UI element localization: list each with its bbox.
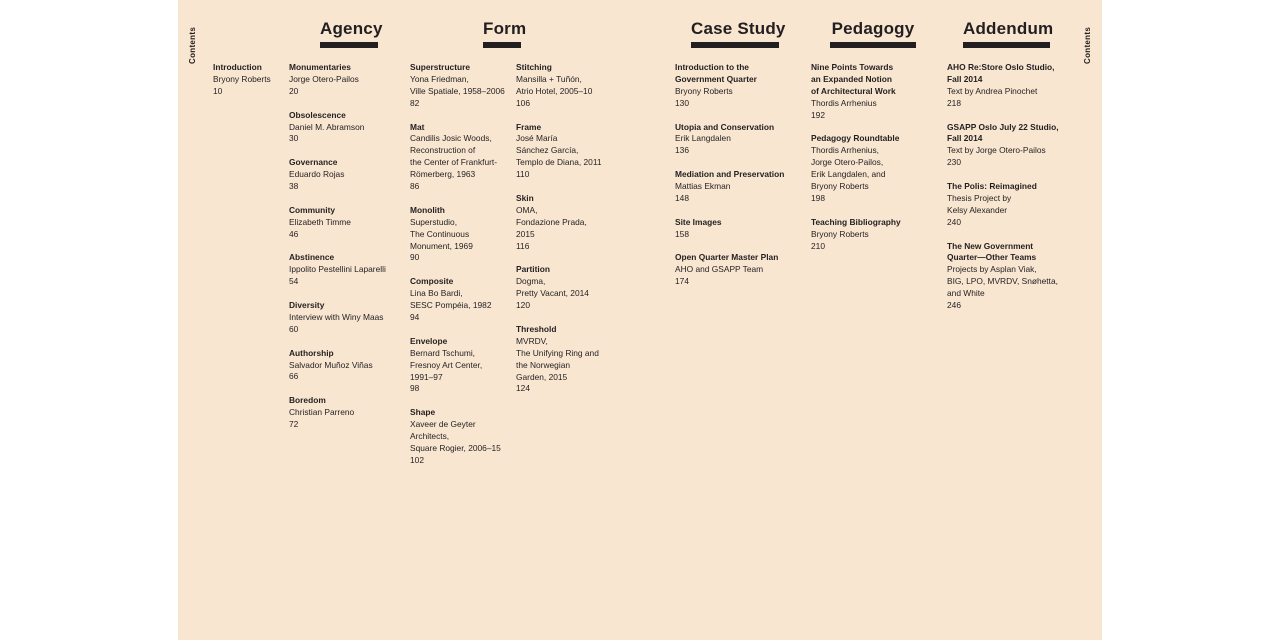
toc-entry [516, 62, 602, 110]
toc-entry-detail: 46 [289, 228, 299, 239]
toc-entry-detail: 124 [516, 383, 530, 394]
toc-entry-detail: Bryony Roberts [811, 181, 869, 192]
toc-entry-detail: Thesis Project by [947, 192, 1012, 203]
toc-entry-detail: Projects by Asplan Viak, [947, 264, 1037, 275]
toc-entry-detail: 10 [213, 85, 223, 96]
column-form-2 [516, 62, 602, 407]
toc-entry-detail: MVRDV, [516, 335, 548, 346]
toc-entry-detail: 148 [675, 192, 689, 203]
toc-entry-title: Fall 2014 [947, 73, 983, 84]
toc-entry [811, 62, 901, 122]
toc-entry-detail: 30 [289, 133, 299, 144]
toc-entry-title: Abstinence [289, 252, 335, 263]
toc-entry-detail: 110 [516, 169, 530, 180]
toc-entry-detail: 90 [410, 252, 420, 263]
toc-entry [289, 300, 386, 336]
toc-entry-title: Monolith [410, 204, 445, 215]
toc-entry-detail: 20 [289, 85, 299, 96]
toc-entry-detail: 106 [516, 97, 530, 108]
toc-entry-detail: 174 [675, 276, 689, 287]
toc-entry-detail: Square Rogier, 2006–15 [410, 442, 501, 453]
heading-pedagogy [830, 18, 916, 48]
toc-entry-detail: 2015 [516, 228, 535, 239]
toc-entry-title: Partition [516, 264, 550, 275]
toc-entry-detail: 102 [410, 454, 424, 465]
column-form-1 [410, 62, 505, 479]
toc-entry-detail: Erik Langdalen, and [811, 169, 886, 180]
toc-entry [675, 122, 784, 158]
toc-entry [289, 110, 386, 146]
toc-entry-title: Skin [516, 192, 534, 203]
toc-entry-title: Frame [516, 121, 542, 132]
heading-case-study-rule [691, 42, 779, 48]
toc-entry-detail: 246 [947, 300, 961, 311]
toc-entry-detail: 198 [811, 192, 825, 203]
toc-entry-detail: the Norwegian [516, 359, 571, 370]
column-pedagogy [811, 62, 901, 264]
heading-form-label: Form [483, 19, 527, 38]
toc-entry-title: Authorship [289, 347, 334, 358]
toc-entry-detail: Dogma, [516, 276, 546, 287]
toc-entry-detail: Ippolito Pestellini Laparelli [289, 264, 386, 275]
toc-entry-detail: Yona Friedman, [410, 73, 469, 84]
toc-entry-detail: 120 [516, 300, 530, 311]
toc-entry-detail: Pretty Vacant, 2014 [516, 288, 589, 299]
toc-entry-title: Site Images [675, 216, 722, 227]
toc-entry-detail: Candilis Josic Woods, [410, 133, 492, 144]
toc-entry-detail: Mattias Ekman [675, 181, 731, 192]
heading-agency-label: Agency [320, 19, 383, 38]
toc-entry-detail: SESC Pompéia, 1982 [410, 300, 492, 311]
toc-entry [410, 276, 505, 324]
toc-entry-title: AHO Re:Store Oslo Studio, [947, 62, 1055, 72]
toc-entry-detail: Römerberg, 1963 [410, 169, 476, 180]
toc-entry [410, 336, 505, 396]
toc-entry-detail: 86 [410, 181, 420, 192]
toc-entry-title: Utopia and Conservation [675, 121, 775, 132]
toc-entry-detail: 82 [410, 97, 420, 108]
toc-entry-detail: Bernard Tschumi, [410, 347, 476, 358]
toc-entry-detail: Architects, [410, 431, 450, 442]
heading-addendum [963, 18, 1054, 48]
toc-entry-detail: 66 [289, 371, 299, 382]
toc-entry-title: of Architectural Work [811, 85, 896, 96]
toc-entry-title: GSAPP Oslo July 22 Studio, [947, 121, 1059, 132]
toc-entry-detail: Daniel M. Abramson [289, 121, 365, 132]
toc-entry [811, 217, 901, 253]
toc-entry [289, 62, 386, 98]
toc-entry-detail: Text by Jorge Otero-Pailos [947, 145, 1046, 156]
toc-entry-detail: 130 [675, 97, 689, 108]
toc-entry-title: Nine Points Towards [811, 62, 894, 72]
contents-side-label-right: Contents [1083, 26, 1092, 64]
toc-entry-detail: Bryony Roberts [675, 85, 733, 96]
toc-entry-detail: 116 [516, 240, 530, 251]
toc-entry-title: Composite [410, 276, 454, 287]
column-intro [213, 62, 271, 110]
toc-entry-title: Monumentaries [289, 62, 351, 72]
toc-entry [516, 122, 602, 182]
toc-entry-title: The Polis: Reimagined [947, 181, 1037, 192]
toc-entry-title: Teaching Bibliography [811, 216, 901, 227]
toc-entry-detail: Garden, 2015 [516, 371, 568, 382]
toc-entry-detail: Superstudio, [410, 216, 458, 227]
toc-entry-detail: 98 [410, 383, 420, 394]
toc-entry-detail: Templo de Diana, 2011 [516, 157, 602, 168]
toc-entry [675, 62, 784, 110]
column-addendum [947, 62, 1059, 324]
toc-entry-detail: Fresnoy Art Center, [410, 359, 483, 370]
contents-side-label-left: Contents [188, 26, 197, 64]
toc-entry-detail: José María [516, 133, 558, 144]
toc-entry-title: Introduction to the [675, 62, 749, 72]
toc-entry-title: an Expanded Notion [811, 73, 892, 84]
toc-entry-detail: Mansilla + Tuñón, [516, 73, 582, 84]
heading-pedagogy-rule [830, 42, 916, 48]
toc-entry [289, 252, 386, 288]
toc-entry-title: Obsolescence [289, 109, 346, 120]
heading-agency-rule [320, 42, 378, 48]
toc-entry-title: Mat [410, 121, 425, 132]
toc-entry-detail: Jorge Otero-Pailos, [811, 157, 884, 168]
toc-entry-title: Mediation and Preservation [675, 169, 785, 180]
toc-entry-detail: AHO and GSAPP Team [675, 264, 764, 275]
toc-entry-detail: Salvador Muñoz Viñas [289, 359, 373, 370]
toc-entry-detail: Bryony Roberts [811, 228, 869, 239]
toc-entry-detail: 218 [947, 97, 961, 108]
toc-entry-detail: 158 [675, 228, 689, 239]
toc-entry-detail: Elizabeth Timme [289, 216, 351, 227]
toc-entry-detail: Lina Bo Bardi, [410, 288, 463, 299]
toc-entry-detail: OMA, [516, 204, 538, 215]
toc-entry-title: Diversity [289, 300, 325, 311]
toc-entry-title: The New Government [947, 240, 1034, 251]
heading-form-rule [483, 42, 521, 48]
toc-entry-title: Governance [289, 157, 338, 168]
toc-entry-detail: Fondazione Prada, [516, 216, 587, 227]
toc-entry [516, 324, 602, 395]
toc-entry-detail: 72 [289, 419, 299, 430]
toc-entry-title: Pedagogy Roundtable [811, 133, 900, 144]
toc-entry-title: Quarter—Other Teams [947, 252, 1037, 263]
toc-entry [947, 62, 1059, 110]
toc-entry-detail: BIG, LPO, MVRDV, Snøhetta, [947, 276, 1058, 287]
toc-entry-title: Open Quarter Master Plan [675, 252, 779, 263]
toc-entry-detail: Text by Andrea Pinochet [947, 85, 1038, 96]
toc-entry-detail: The Unifying Ring and [516, 347, 599, 358]
toc-entry-title: Stitching [516, 62, 552, 72]
toc-entry-detail: The Continuous [410, 228, 470, 239]
toc-entry-detail: 38 [289, 181, 299, 192]
toc-entry-detail: 54 [289, 276, 299, 287]
toc-entry [516, 264, 602, 312]
toc-entry-detail: Monument, 1969 [410, 240, 473, 251]
toc-entry-detail: Erik Langdalen [675, 133, 731, 144]
toc-entry [811, 133, 901, 204]
heading-agency [320, 18, 383, 48]
toc-entry [675, 169, 784, 205]
toc-entry-detail: 94 [410, 311, 420, 322]
toc-entry-detail: and White [947, 288, 985, 299]
toc-entry [675, 252, 784, 288]
heading-addendum-rule [963, 42, 1050, 48]
heading-form [483, 18, 527, 48]
toc-entry-title: Superstructure [410, 62, 471, 72]
toc-entry-detail: Reconstruction of [410, 145, 476, 156]
toc-entry-detail: Christian Parreno [289, 407, 355, 418]
toc-entry-title: Government Quarter [675, 73, 757, 84]
toc-entry-detail: Jorge Otero-Pailos [289, 73, 359, 84]
heading-case-study-label: Case Study [691, 19, 786, 38]
toc-entry [947, 122, 1059, 170]
toc-entry [289, 348, 386, 384]
heading-addendum-label: Addendum [963, 19, 1054, 38]
toc-entry [410, 122, 505, 193]
toc-entry-title: Shape [410, 407, 436, 418]
toc-entry [675, 217, 784, 241]
toc-entry-detail: Ville Spatiale, 1958–2006 [410, 85, 505, 96]
toc-entry-detail: the Center of Frankfurt- [410, 157, 498, 168]
toc-entry [213, 62, 271, 98]
toc-entry-detail: Thordis Arrhenius [811, 97, 877, 108]
toc-entry-detail: Interview with Winy Maas [289, 311, 384, 322]
toc-entry-detail: 192 [811, 109, 825, 120]
toc-entry [516, 193, 602, 253]
toc-entry [289, 395, 386, 431]
heading-case-study [691, 18, 786, 48]
toc-entry-detail: 60 [289, 323, 299, 334]
toc-entry [289, 205, 386, 241]
toc-entry [410, 205, 505, 265]
toc-entry-title: Community [289, 204, 336, 215]
toc-entry-detail: 210 [811, 240, 825, 251]
column-agency [289, 62, 386, 443]
toc-entry-title: Boredom [289, 395, 326, 406]
toc-entry-detail: Thordis Arrhenius, [811, 145, 879, 156]
toc-entry-detail: Eduardo Rojas [289, 169, 345, 180]
toc-entry-title: Introduction [213, 62, 262, 72]
toc-entry [410, 407, 505, 467]
toc-entry-detail: Atrio Hotel, 2005–10 [516, 85, 593, 96]
toc-entry-detail: 230 [947, 157, 961, 168]
toc-entry-detail: Xaveer de Geyter [410, 419, 476, 430]
toc-entry-title: Fall 2014 [947, 133, 983, 144]
heading-pedagogy-label: Pedagogy [831, 19, 915, 38]
column-case-study [675, 62, 784, 300]
toc-entry-detail: Kelsy Alexander [947, 204, 1008, 215]
toc-entry-title: Envelope [410, 335, 448, 346]
toc-entry-title: Threshold [516, 323, 557, 334]
toc-entry [947, 241, 1059, 312]
toc-entry-detail: 136 [675, 145, 689, 156]
toc-entry-detail: 240 [947, 216, 961, 227]
toc-entry-detail: 1991–97 [410, 371, 443, 382]
toc-entry-detail: Sánchez García, [516, 145, 579, 156]
toc-entry [289, 157, 386, 193]
toc-entry-detail: Bryony Roberts [213, 73, 271, 84]
toc-entry [410, 62, 505, 110]
toc-entry [947, 181, 1059, 229]
